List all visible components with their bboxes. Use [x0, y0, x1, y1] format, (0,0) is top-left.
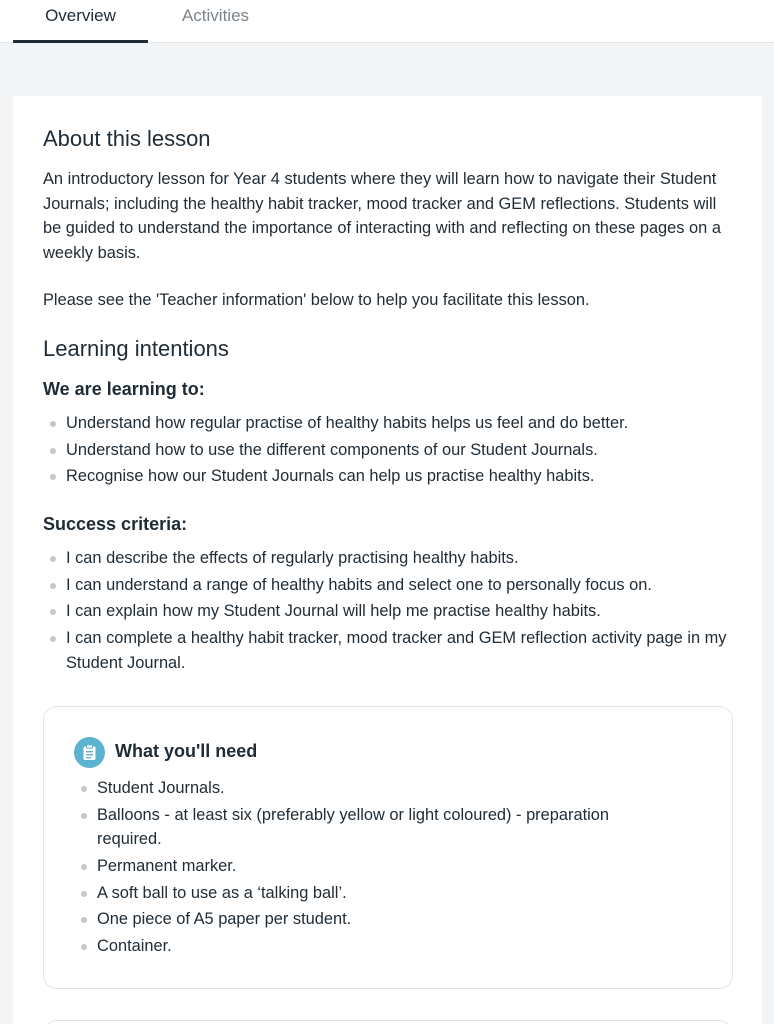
list-item: Recognise how our Student Journals can help us practise healthy habits. [43, 464, 733, 489]
about-paragraph: An introductory lesson for Year 4 students where they will learn how to navigate their Student Journals; including the healthy habit tracker, mood tracker and GEM reflections. Students will be guided to understand the importance of interacting with and reflecting on these pages on a weekly basis. [43, 170, 721, 262]
next-section-box [43, 1020, 733, 1024]
list-item: I can complete a healthy habit tracker, mood tracker and GEM reflection activity page in my Student Journal. [43, 626, 733, 675]
bullet-icon [81, 786, 87, 792]
list-item: Understand how to use the different components of our Student Journals. [43, 438, 733, 463]
what-youll-need-heading: What you'll need [115, 741, 258, 761]
need-list [74, 776, 674, 961]
teacher-info-paragraph: Please see the 'Teacher information' below to help you facilitate this lesson. [43, 291, 590, 309]
bullet-icon [50, 583, 56, 589]
learning-list [43, 411, 733, 491]
bullet-icon [81, 944, 87, 950]
learning-subheading: We are learning to: [43, 379, 205, 399]
about-heading: About this lesson [43, 126, 211, 151]
bullet-icon [50, 609, 56, 615]
bullet-icon [81, 813, 87, 819]
list-item: I can describe the effects of regularly practising healthy habits. [43, 546, 733, 571]
bullet-icon [81, 891, 87, 897]
list-item: Understand how regular practise of healthy habits helps us feel and do better. [43, 411, 733, 436]
bullet-icon [81, 864, 87, 870]
learning-intentions-heading: Learning intentions [43, 336, 229, 361]
active-tab-indicator [13, 40, 148, 43]
list-item: Balloons - at least six (preferably yellow or light coloured) - preparation required. [74, 803, 674, 852]
bullet-icon [50, 448, 56, 454]
tab-bar [0, 0, 774, 43]
list-item: One piece of A5 paper per student. [74, 907, 674, 932]
what-youll-need-box [43, 706, 733, 989]
list-item: A soft ball to use as a ‘talking ball’. [74, 881, 674, 906]
tab-overview[interactable]: Overview [45, 6, 116, 25]
success-list [43, 546, 733, 677]
bullet-icon [50, 421, 56, 427]
bullet-icon [50, 556, 56, 562]
tab-activities[interactable]: Activities [181, 6, 250, 25]
list-item: Container. [74, 934, 674, 959]
list-item: I can understand a range of healthy habits and select one to personally focus on. [43, 573, 733, 598]
lesson-overview-card [13, 96, 762, 1024]
list-item: Student Journals. [74, 776, 674, 801]
list-item: I can explain how my Student Journal will help me practise healthy habits. [43, 599, 733, 624]
bullet-icon [50, 636, 56, 642]
success-criteria-heading: Success criteria: [43, 514, 188, 534]
bullet-icon [50, 474, 56, 480]
list-item: Permanent marker. [74, 854, 674, 879]
clipboard-icon [74, 737, 105, 768]
bullet-icon [81, 917, 87, 923]
